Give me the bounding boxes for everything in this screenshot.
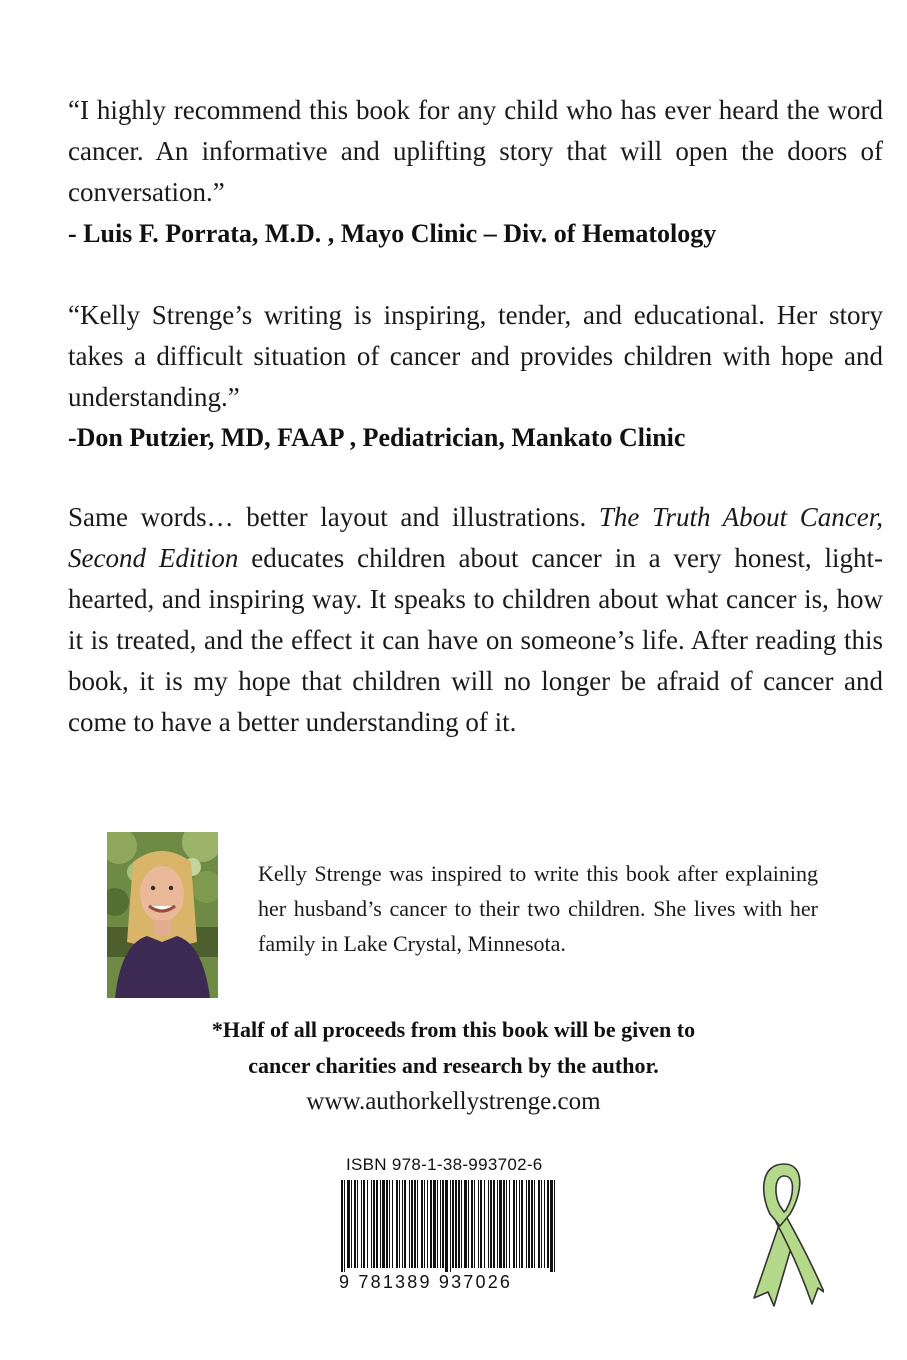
- isbn-barcode: [337, 1180, 559, 1276]
- barcode-bar: [344, 1180, 345, 1276]
- description-lead: Same words… better layout and illustrations.: [68, 502, 599, 532]
- barcode-bar: [354, 1180, 356, 1268]
- barcode-bar: [550, 1180, 553, 1276]
- barcode-bar: [430, 1180, 432, 1268]
- barcode-bar: [493, 1180, 495, 1268]
- barcode-bar: [424, 1180, 425, 1268]
- barcode-bar: [452, 1180, 454, 1268]
- barcode-bar: [445, 1180, 448, 1276]
- ribbon-loop: [764, 1164, 800, 1226]
- proceeds-line-1: *Half of all proceeds from this book will be given to: [211, 1017, 696, 1042]
- book-description: [68, 497, 883, 743]
- barcode-bar: [433, 1180, 436, 1268]
- barcode-bar: [347, 1180, 350, 1268]
- barcode-bar: [399, 1180, 400, 1268]
- barcode-bar: [509, 1180, 510, 1268]
- barcode-bar: [386, 1180, 388, 1268]
- barcode-bar: [409, 1180, 410, 1268]
- barcode-bar: [442, 1180, 444, 1268]
- book-title: The Truth About Cancer, Second Edition: [68, 502, 883, 573]
- barcode-bar: [471, 1180, 473, 1268]
- barcode-bar: [402, 1180, 403, 1268]
- barcode-bar: [499, 1180, 502, 1268]
- barcode-bar: [526, 1180, 527, 1268]
- barcode-bar: [450, 1180, 451, 1276]
- barcode-bar: [488, 1180, 489, 1268]
- barcode-bar: [521, 1180, 523, 1268]
- barcode-bar: [455, 1180, 457, 1268]
- barcode-bar: [389, 1180, 390, 1268]
- barcode-bar: [478, 1180, 479, 1268]
- barcode-bar: [376, 1180, 378, 1268]
- barcode-bar: [516, 1180, 517, 1268]
- barcode-bar: [357, 1180, 358, 1268]
- barcode-bar: [367, 1180, 368, 1268]
- barcode-bar: [503, 1180, 505, 1268]
- barcode-bar: [404, 1180, 406, 1268]
- barcode-bar: [531, 1180, 533, 1268]
- barcode-bar: [484, 1180, 485, 1268]
- isbn-label: ISBN 978-1-38-993702-6: [346, 1155, 543, 1174]
- barcode-bar: [534, 1180, 535, 1268]
- barcode-bar: [468, 1180, 469, 1268]
- barcode-bar: [480, 1180, 482, 1268]
- barcode-bar: [458, 1180, 460, 1268]
- proceeds-note: [0, 1012, 907, 1084]
- review-quote-1: “I highly recommend this book for any child who has ever heard the word cancer. An informative and uplifting story that will open the doors of conversation.”: [68, 95, 883, 207]
- barcode-bar: [363, 1180, 365, 1268]
- barcode-bar: [392, 1180, 393, 1268]
- barcode-bar: [361, 1180, 362, 1268]
- barcode-bar: [474, 1180, 475, 1268]
- awareness-ribbon-icon: [748, 1160, 824, 1310]
- barcode-bar: [506, 1180, 507, 1268]
- barcode-bar: [382, 1180, 385, 1268]
- author-photo: [107, 832, 218, 998]
- barcode-bar: [461, 1180, 462, 1268]
- review-attribution-1: - Luis F. Porrata, M.D. , Mayo Clinic – Div. of Hematology: [68, 219, 717, 248]
- barcode-bar: [464, 1180, 467, 1268]
- barcode-bar: [541, 1180, 542, 1268]
- barcode-bar: [519, 1180, 520, 1268]
- barcode-bar: [380, 1180, 381, 1268]
- barcode-bar: [373, 1180, 375, 1268]
- barcode-bar: [417, 1180, 418, 1268]
- barcode-bar: [427, 1180, 428, 1268]
- barcode-bar: [490, 1180, 492, 1268]
- barcode-bar: [411, 1180, 413, 1268]
- barcode-bar: [371, 1180, 372, 1268]
- author-bio: Kelly Strenge was inspired to write this book after explaining her husband’s cancer to their two children. She lives with her family in Lake Crystal, Minnesota.: [258, 861, 818, 956]
- barcode-bar: [547, 1180, 549, 1268]
- barcode-bar: [544, 1180, 545, 1268]
- barcode-bar: [497, 1180, 498, 1268]
- barcode-bar: [513, 1180, 515, 1268]
- description-body: educates children about cancer in a very honest, light-hearted, and inspiring way. It speaks to children about what cancer is, how it is treated, and the effect it can have on someone’s life. After reading this book, it is my hope that children will no longer be afraid of cancer and come to have a better understanding of it.: [68, 543, 883, 737]
- barcode-bar: [554, 1180, 555, 1276]
- barcode-bar: [341, 1180, 343, 1276]
- barcode-bar: [351, 1180, 352, 1268]
- review-quote-2: “Kelly Strenge’s writing is inspiring, tender, and educational. Her story takes a difficult situation of cancer and provides children with hope and understanding.”: [68, 300, 883, 412]
- barcode-digits: 9 781389 937026: [337, 1272, 559, 1293]
- barcode-bar: [414, 1180, 416, 1268]
- barcode-bar: [528, 1180, 530, 1268]
- barcode-bar: [538, 1180, 540, 1268]
- barcode-bar: [437, 1180, 438, 1268]
- barcode-bar: [396, 1180, 398, 1268]
- author-website[interactable]: www.authorkellystrenge.com: [306, 1088, 601, 1115]
- barcode-bar: [440, 1180, 441, 1268]
- review-attribution-2: -Don Putzier, MD, FAAP , Pediatrician, Mankato Clinic: [68, 423, 686, 452]
- proceeds-line-2: cancer charities and research by the author.: [248, 1053, 659, 1078]
- barcode-bar: [421, 1180, 423, 1268]
